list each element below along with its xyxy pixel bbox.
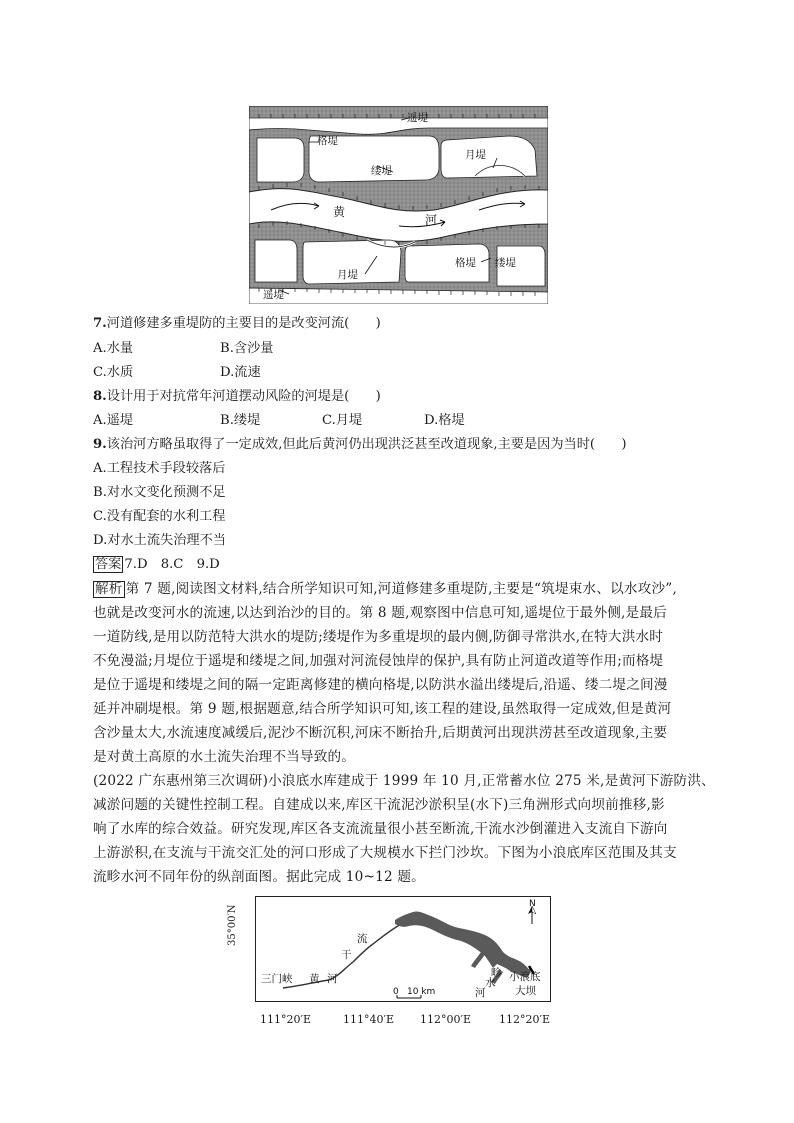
reservoir-map: [255, 896, 551, 1002]
passage-line-2: 减淤问题的关键性控制工程。自建成以来,库区干流泥沙淤积呈(水下)三角洲形式向坝前推移,影: [93, 797, 665, 813]
label-lvti-bottom: 缕堤: [495, 257, 516, 269]
place-huang: 黄: [309, 973, 320, 985]
label-river-he: 河: [425, 213, 438, 227]
label-yueti-bottom: 月堤: [337, 269, 358, 281]
label-river-huang: 黄: [333, 205, 346, 219]
analysis-line-2: 也就是改变河水的流速,以达到治沙的目的。第 8 题,观察图中信息可知,遥堤位于最外侧,是最后: [93, 605, 667, 621]
lon-label-1: 111°20′E: [260, 1013, 312, 1026]
passage-line-1: (2022 广东惠州第三次调研)小浪底水库建成于 1999 年 10 月,正常蓄水位 275 米,是黄河下游防洪、: [93, 773, 715, 789]
place-xiaolangdi: 小浪底: [509, 971, 541, 983]
question-number: 9.: [93, 437, 107, 452]
question-text: 该治河方略虽取得了一定成效,但此后黄河仍出现洪泛甚至改道现象,主要是因为当时( ): [106, 437, 627, 452]
place-gan: 干: [341, 949, 352, 961]
answer-tag: 答案: [95, 557, 122, 572]
latitude-label: 35°00′N: [227, 904, 238, 946]
analysis-line-1: [93, 580, 677, 598]
passage-line-3: 响了水库的综合效益。研究发现,库区各支流流量很小甚至断流,干流水沙倒灌进入支流自下游向: [93, 821, 668, 837]
analysis-line-7: 含沙量太大,水流速度减缓后,泥沙不断沉积,河床不断抬升,后期黄河出现洪涝甚至改道现象,主要: [93, 725, 668, 741]
question-9: [93, 436, 627, 454]
label-geti-bottom: 格堤: [455, 257, 476, 269]
q9-option-a: A.工程技术手段较落后: [93, 461, 226, 476]
lon-label-2: 111°40′E: [343, 1013, 395, 1026]
analysis-text: 第 7 题,阅读图文材料,结合所学知识可知,河道修建多重堤防,主要是“筑堤束水、以水攻沙”,: [125, 581, 677, 597]
label-geti-top: 格堤: [317, 135, 338, 147]
scale-label: 10 km: [407, 987, 436, 997]
q7-option-b: B.含沙量: [220, 341, 274, 356]
question-8: [93, 388, 381, 406]
place-he: 河: [327, 973, 338, 985]
place-sanmenxia: 三门峡: [261, 973, 293, 985]
dike-diagram: [249, 106, 548, 304]
place-zhen: 畛: [491, 967, 502, 979]
analysis-line-6: 延并冲刷堤根。第 9 题,根据题意,结合所学知识可知,该工程的建设,虽然取得一定成效,但是黄河: [93, 701, 672, 717]
place-shui: 水: [485, 977, 496, 989]
question-text: 设计用于对抗常年河道摆动风险的河堤是( ): [106, 389, 381, 404]
analysis-line-3: 一道防线,是用以防范特大洪水的堤防;缕堤作为多重堤坝的最内侧,防御寻常洪水,在特大洪水时: [93, 629, 664, 645]
lon-label-4: 112°20′E: [499, 1013, 551, 1026]
north-label: N: [529, 899, 536, 909]
place-daba: 大坝: [515, 985, 536, 997]
label-lvti-top: 缕堤: [371, 165, 392, 177]
place-liu: 流: [357, 933, 368, 945]
q7-option-d: D.流速: [220, 365, 261, 380]
analysis-line-8: 是对黄土高原的水土流失治理不当导致的。: [93, 749, 356, 765]
label-yaoti-top: 遥堤: [407, 112, 428, 124]
question-text: 河道修建多重堤防的主要目的是改变河流( ): [106, 316, 381, 331]
q7-option-a: A.水量: [93, 341, 134, 356]
lon-label-3: 112°00′E: [420, 1013, 472, 1026]
label-yaoti-bottom: 遥堤: [263, 289, 284, 301]
q8-option-a: A.遥堤: [93, 413, 134, 428]
label-yueti-top: 月堤: [465, 149, 486, 161]
place-he2: 河: [475, 987, 486, 999]
answer-text: 7.D 8.C 9.D: [124, 557, 220, 572]
q9-option-b: B.对水文变化预测不足: [93, 485, 226, 500]
passage-line-4: 上游淤积,在支流与干流交汇处的河口形成了大规模水下拦门沙坎。下图为小浪底库区范围及其支: [93, 845, 677, 861]
q9-option-c: C.没有配套的水利工程: [93, 509, 226, 524]
question-7: [93, 315, 381, 333]
scale-zero: 0: [393, 987, 399, 997]
q8-option-d: D.格堤: [424, 413, 465, 428]
q8-option-b: B.缕堤: [220, 413, 261, 428]
analysis-tag: 解析: [95, 581, 123, 597]
q7-option-c: C.水质: [93, 365, 134, 380]
q9-option-d: D.对水土流失治理不当: [93, 533, 226, 548]
analysis-line-5: 是位于遥堤和缕堤之间的隔一定距离修建的横向格堤,以防洪水溢出缕堤后,沿遥、缕二堤之间漫: [93, 677, 668, 693]
passage-line-5: 流畛水河不同年份的纵剖面图。据此完成 10~12 题。: [93, 869, 425, 885]
answer-line: [93, 556, 220, 574]
analysis-line-4: 不免漫溢;月堤位于遥堤和缕堤之间,加强对河流侵蚀岸的保护,具有防止河道改道等作用;而格堤: [93, 653, 664, 669]
question-number: 7.: [93, 316, 107, 331]
question-number: 8.: [93, 389, 107, 404]
q8-option-c: C.月堤: [322, 413, 363, 428]
